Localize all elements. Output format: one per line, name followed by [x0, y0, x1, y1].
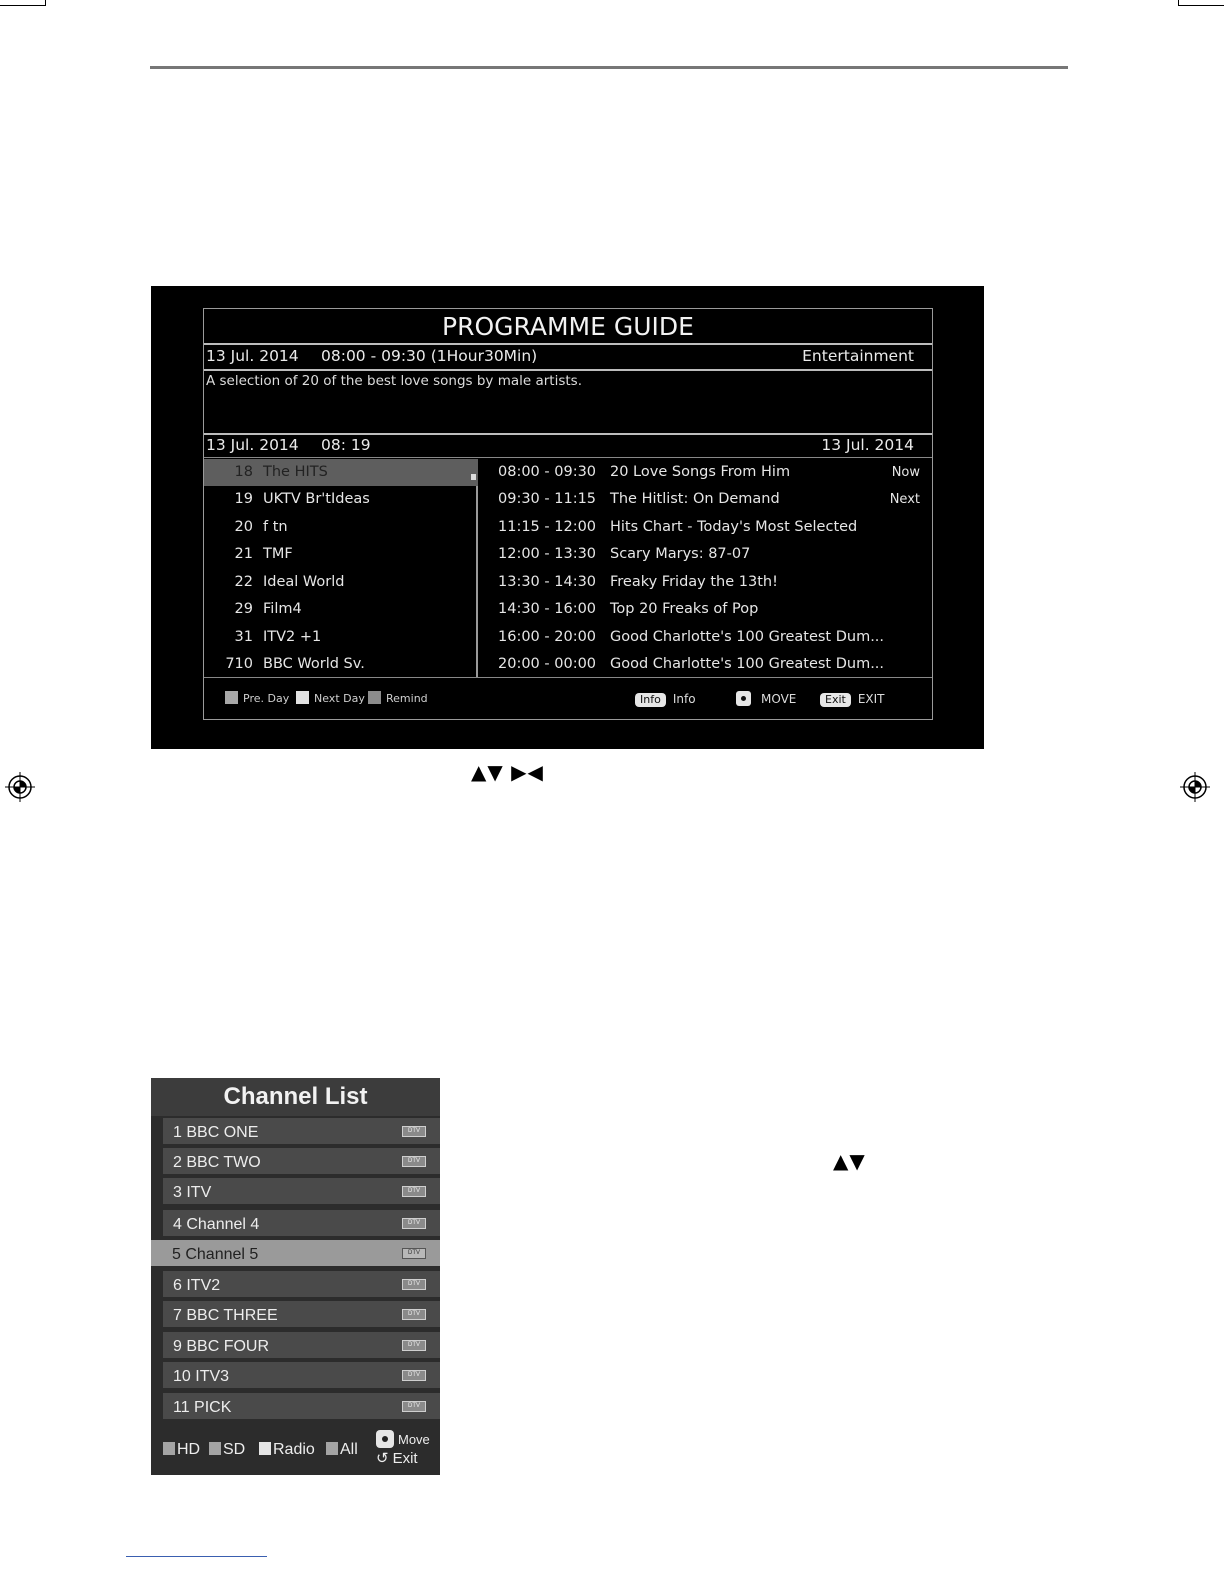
programme-time: 16:00 - 20:00: [498, 629, 597, 645]
dtv-badge: DTV: [402, 1218, 426, 1229]
crop-mark: [1178, 0, 1179, 6]
dtv-badge: DTV: [402, 1340, 426, 1351]
channel-list-item[interactable]: [163, 1210, 440, 1238]
move-hint: [736, 691, 796, 707]
programme-title: Top 20 Freaks of Pop: [610, 601, 759, 617]
all-filter-key[interactable]: [326, 1441, 358, 1459]
epg-channel-item[interactable]: [204, 651, 478, 678]
channel-number: 710: [225, 656, 253, 672]
programme-row[interactable]: [480, 569, 932, 596]
move-label: MOVE: [761, 692, 797, 706]
programme-title: Good Charlotte's 100 Greatest Dum...: [610, 629, 885, 645]
white-key-icon: [259, 1442, 271, 1455]
channel-number: 20: [234, 519, 253, 535]
epg-channel-item[interactable]: [204, 459, 478, 486]
sd-filter-key[interactable]: [209, 1441, 245, 1459]
channel-list-item-selected[interactable]: [151, 1240, 440, 1268]
programme-title: The Hitlist: On Demand: [610, 491, 780, 507]
selection-marker-icon: [471, 474, 476, 480]
channel-number: 21: [234, 546, 253, 562]
move-hint: [376, 1430, 430, 1448]
channel-number: 31: [234, 629, 253, 645]
channel-list-item[interactable]: [163, 1362, 440, 1390]
divider: [204, 677, 932, 678]
dtv-badge: DTV: [402, 1156, 426, 1167]
registration-mark-icon: [5, 772, 35, 802]
dtv-badge: DTV: [402, 1126, 426, 1137]
header-rule: [150, 66, 1068, 69]
epg-channel-item[interactable]: [204, 569, 478, 596]
schedule-date: 13 Jul. 2014: [821, 436, 914, 454]
divider: [204, 457, 932, 458]
crop-mark: [45, 0, 46, 6]
info-key-icon: Info: [635, 693, 666, 707]
channel-label: 7 BBC THREE: [173, 1307, 278, 1324]
exit-key-icon: Exit: [820, 693, 851, 707]
navigation-pad-icon: [376, 1430, 394, 1448]
channel-list-item[interactable]: [163, 1148, 440, 1176]
white-key-icon: [296, 691, 309, 704]
programme-title: Scary Marys: 87-07: [610, 546, 751, 562]
divider: [204, 369, 932, 371]
exit-label: EXIT: [857, 692, 885, 706]
divider: [204, 433, 932, 435]
exit-hint[interactable]: [376, 1450, 418, 1468]
grey-key-icon: [368, 691, 381, 704]
footer-rule: [126, 1556, 267, 1557]
remind-key[interactable]: [368, 691, 428, 705]
channel-name: The HITS: [263, 464, 328, 480]
channel-name: UKTV Br'tIdeas: [263, 491, 370, 507]
channel-list-footer: [151, 1424, 440, 1475]
channel-name: TMF: [263, 546, 293, 562]
info-time: 08:00 - 09:30 (1Hour30Min): [321, 347, 538, 365]
programme-guide-title: PROGRAMME GUIDE: [442, 312, 694, 341]
info-button[interactable]: [635, 691, 696, 707]
programme-guide-screenshot: [151, 286, 984, 749]
grey-key-icon: [326, 1442, 338, 1455]
programme-row[interactable]: [480, 514, 932, 541]
channel-list-item[interactable]: [163, 1393, 440, 1421]
channel-list-item[interactable]: [163, 1332, 440, 1360]
channel-name: ITV2 +1: [263, 629, 322, 645]
epg-channel-item[interactable]: [204, 596, 478, 623]
programme-time: 12:00 - 13:30: [498, 546, 597, 562]
channel-list-item[interactable]: [163, 1178, 440, 1206]
channel-label: 2 BBC TWO: [173, 1154, 261, 1171]
channel-number: 18: [234, 464, 253, 480]
programme-guide-frame: [203, 308, 933, 720]
programme-time: 08:00 - 09:30: [498, 464, 597, 480]
pre-day-key[interactable]: [225, 691, 289, 705]
clock-time: 08: 19: [321, 436, 371, 454]
dtv-badge: DTV: [402, 1370, 426, 1381]
grey-key-icon: [163, 1442, 175, 1455]
hd-label: HD: [177, 1441, 201, 1458]
channel-name: Ideal World: [263, 574, 345, 590]
channel-number: 29: [234, 601, 253, 617]
programme-row[interactable]: [480, 459, 932, 486]
programme-time: 11:15 - 12:00: [498, 519, 597, 535]
channel-label: 4 Channel 4: [173, 1216, 260, 1233]
next-day-key[interactable]: [296, 691, 365, 705]
channel-label: 3 ITV: [173, 1184, 212, 1201]
dtv-badge: DTV: [402, 1186, 426, 1197]
channel-name: BBC World Sv.: [263, 656, 365, 672]
epg-channel-item[interactable]: [204, 624, 478, 651]
radio-label: Radio: [273, 1441, 315, 1458]
programme-description: A selection of 20 of the best love songs by male artists.: [206, 373, 582, 389]
exit-label: Exit: [392, 1450, 418, 1467]
channel-list-item[interactable]: [163, 1118, 440, 1146]
sd-label: SD: [223, 1441, 246, 1458]
epg-channel-item[interactable]: [204, 486, 478, 513]
channel-list-item[interactable]: [163, 1271, 440, 1299]
programme-title: Freaky Friday the 13th!: [610, 574, 778, 590]
programme-tag: Now: [891, 465, 920, 480]
channel-name: f tn: [263, 519, 288, 535]
divider: [204, 343, 932, 345]
programme-row[interactable]: [480, 624, 932, 651]
channel-label: 6 ITV2: [173, 1277, 221, 1294]
channel-label: 1 BBC ONE: [173, 1124, 259, 1141]
pre-day-label: Pre. Day: [243, 692, 290, 705]
crop-mark: [1179, 5, 1224, 6]
channel-name: Film4: [263, 601, 302, 617]
genre: Entertainment: [802, 347, 914, 365]
programme-time: 14:30 - 16:00: [498, 601, 597, 617]
next-day-label: Next Day: [314, 692, 365, 705]
channel-label: 11 PICK: [173, 1399, 232, 1416]
exit-button[interactable]: [820, 691, 885, 707]
dtv-badge: DTV: [402, 1279, 426, 1290]
programme-title: 20 Love Songs From Him: [610, 464, 791, 480]
navigation-arrows-updown-icon: ▲▼: [833, 1149, 866, 1173]
radio-filter-key[interactable]: [259, 1441, 315, 1459]
programme-time: 13:30 - 14:30: [498, 574, 597, 590]
channel-label: 10 ITV3: [173, 1368, 230, 1385]
channel-label: 9 BBC FOUR: [173, 1338, 270, 1355]
channel-label: 5 Channel 5: [172, 1246, 259, 1263]
return-icon: ↺: [376, 1450, 389, 1467]
dtv-badge: DTV: [402, 1401, 426, 1412]
dtv-badge: DTV: [402, 1248, 426, 1259]
programme-time: 20:00 - 00:00: [498, 656, 597, 672]
channel-list-title: Channel List: [151, 1078, 440, 1116]
all-label: All: [340, 1441, 358, 1458]
programme-guide-footer: [204, 679, 932, 719]
programme-tag: Next: [889, 492, 920, 507]
navigation-arrows-icon: ▲▼ ▶◀: [471, 760, 544, 784]
crop-mark: [0, 5, 45, 6]
grey-key-icon: [225, 691, 238, 704]
registration-mark-icon: [1180, 772, 1210, 802]
programme-row[interactable]: [480, 541, 932, 568]
epg-channel-item[interactable]: [204, 514, 478, 541]
programme-row[interactable]: [480, 651, 932, 678]
channel-number: 22: [234, 574, 253, 590]
info-label: Info: [672, 692, 696, 706]
programme-title: Good Charlotte's 100 Greatest Dum...: [610, 656, 885, 672]
programme-time: 09:30 - 11:15: [498, 491, 597, 507]
epg-channel-item[interactable]: [204, 541, 478, 568]
programme-row[interactable]: [480, 486, 932, 513]
move-label: Move: [398, 1432, 430, 1447]
remind-label: Remind: [386, 692, 428, 705]
navigation-pad-icon: [736, 691, 751, 706]
epg-channel-list: [204, 459, 478, 677]
programme-title: Hits Chart - Today's Most Selected: [610, 519, 858, 535]
hd-filter-key[interactable]: [163, 1441, 200, 1459]
programme-row[interactable]: [480, 596, 932, 623]
channel-list-item[interactable]: [163, 1301, 440, 1329]
info-date: 13 Jul. 2014: [206, 347, 299, 365]
clock-date: 13 Jul. 2014: [206, 436, 299, 454]
channel-number: 19: [234, 491, 253, 507]
channel-list-screenshot: [151, 1078, 440, 1475]
grey-key-icon: [209, 1442, 221, 1455]
dtv-badge: DTV: [402, 1309, 426, 1320]
